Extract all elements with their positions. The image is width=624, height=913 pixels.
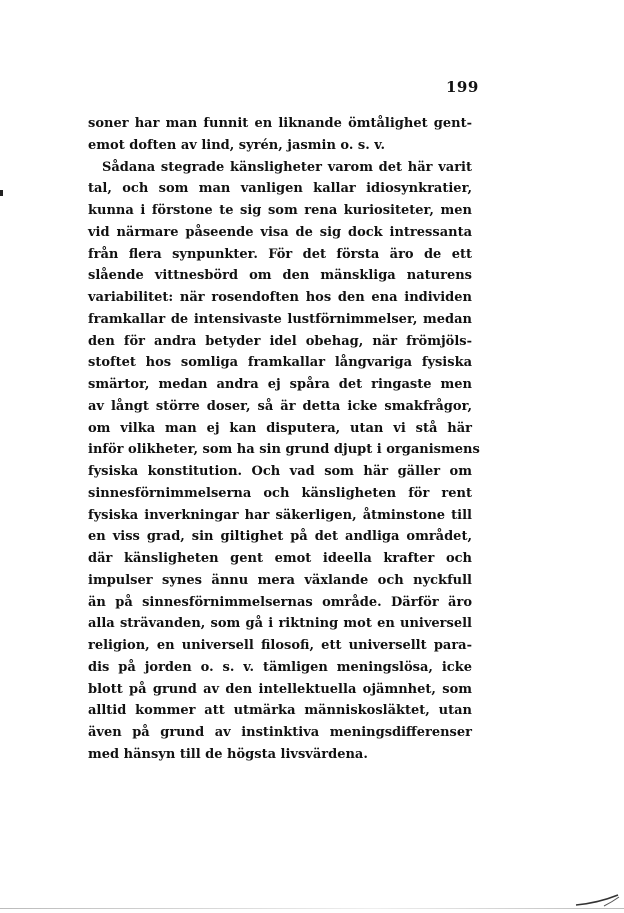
- text-line: inför olikheter, som ha sin grund djupt i organismens: [88, 442, 480, 458]
- text-line: med hänsyn till de högsta livsvärdena.: [88, 746, 368, 762]
- text-line: stoftet hos somliga framkallar långvariga fysiska: [88, 355, 472, 371]
- text-line: där känsligheten gent emot ideella krafter och: [88, 551, 472, 566]
- text-line: alltid kommer att utmärka människosläktet, utan: [88, 703, 472, 719]
- text-line: Sådana stegrade känsligheter varom det här varit: [102, 159, 472, 175]
- text-line: fysiska inverkningar har säkerligen, åtminstone till: [88, 507, 472, 523]
- text-line: även på grund av instinktiva meningsdifferenser: [88, 725, 472, 740]
- text-line: en viss grad, sin giltighet på det andliga området,: [88, 529, 472, 545]
- page-number: 199: [446, 78, 479, 96]
- text-line: blott på grund av den intellektuella ojämnhet, som: [88, 681, 472, 697]
- text-line: religion, en universell filosofi, ett universellt para-: [88, 638, 472, 653]
- text-line: slående vittnesbörd om den mänskliga naturens: [88, 268, 472, 284]
- text-line: emot doften av lind, syrén, jasmin o. s. v.: [88, 137, 386, 153]
- body-text: [88, 113, 480, 766]
- text-line: alla strävanden, som gå i riktning mot en universell: [88, 616, 472, 632]
- page-corner-curl: [574, 893, 620, 907]
- text-line: soner har man funnit en liknande ömtålighet gent-: [88, 116, 472, 131]
- text-line: kunna i förstone te sig som rena kuriositeter, men: [88, 203, 472, 218]
- text-line: smärtor, medan andra ej spåra det ringaste men: [88, 377, 472, 392]
- text-line: fysiska konstitution. Och vad som här gäller om: [88, 464, 472, 479]
- text-line: dis på jorden o. s. v. tämligen meningslösa, icke: [88, 659, 472, 675]
- text-line: den för andra betyder idel obehag, när frömjöls-: [88, 333, 472, 349]
- text-line: tal, och som man vanligen kallar idiosynkratier,: [88, 181, 472, 197]
- scan-bottom-edge: [0, 908, 624, 909]
- text-line: sinnesförnimmelserna och känsligheten för rent: [88, 485, 472, 501]
- text-line: från flera synpunkter. För det första äro de ett: [88, 246, 472, 262]
- text-line: framkallar de intensivaste lustförnimmelser, medan: [88, 311, 472, 327]
- text-line: vid närmare påseende visa de sig dock intressanta: [88, 224, 472, 240]
- scan-edge-mark: [0, 190, 3, 196]
- text-line: om vilka man ej kan disputera, utan vi stå här: [88, 420, 472, 436]
- text-line: än på sinnesförnimmelsernas område. Därför äro: [88, 594, 472, 610]
- text-line: impulser synes ännu mera växlande och nyckfull: [88, 572, 472, 588]
- text-line: variabilitet: när rosendoften hos den ena individen: [88, 290, 472, 305]
- text-line: av långt större doser, så är detta icke smakfrågor,: [88, 398, 472, 414]
